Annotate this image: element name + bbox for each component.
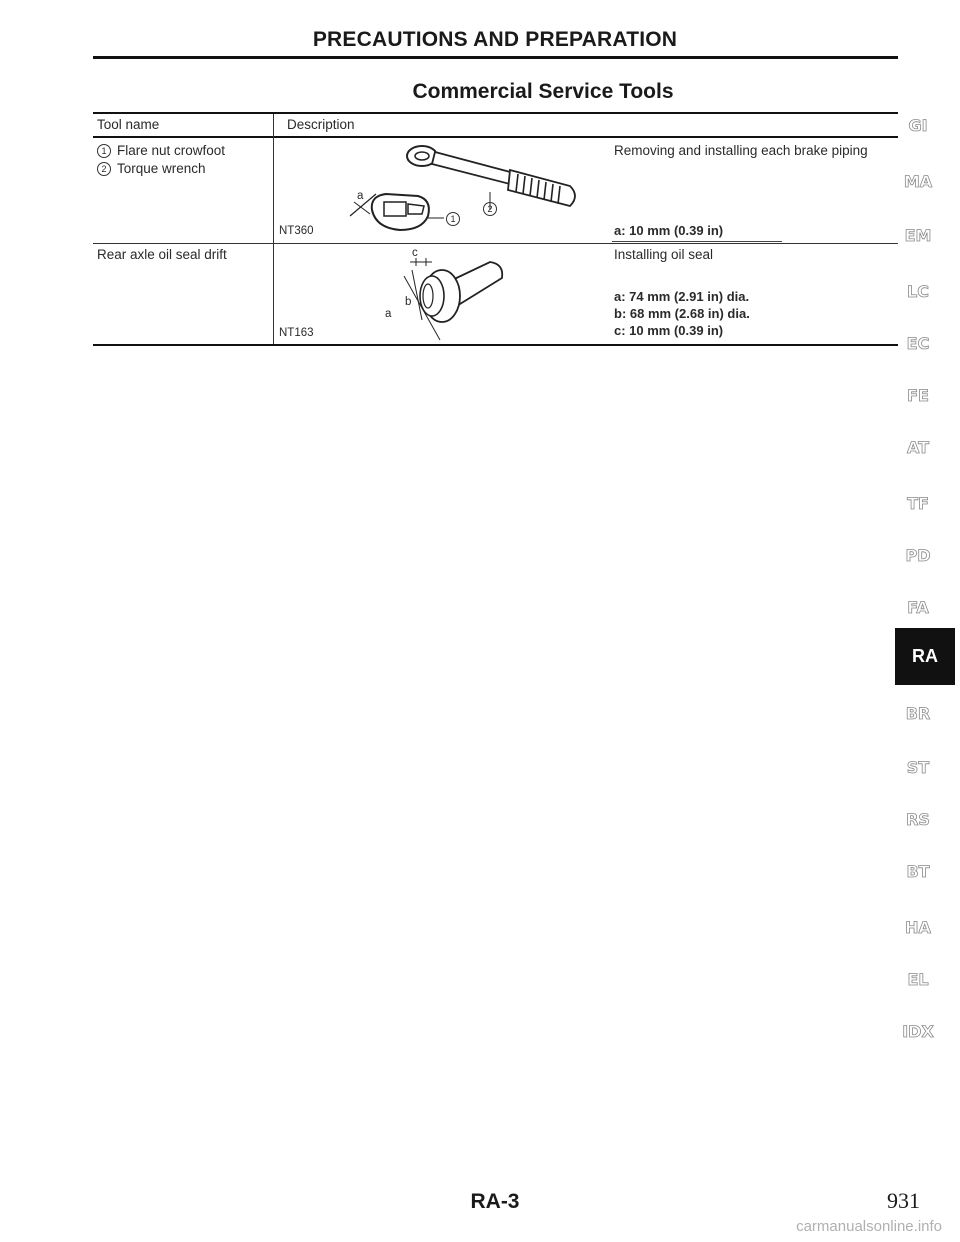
sidebar-item-lc[interactable]: LC — [907, 282, 929, 301]
figure-label-b: b — [405, 296, 412, 308]
table-row-divider — [93, 243, 898, 244]
sidebar-item-st[interactable]: ST — [906, 758, 930, 777]
description-text: Removing and installing each brake piping — [614, 143, 868, 158]
page-number: 931 — [887, 1188, 920, 1213]
sidebar-item-ra-active[interactable]: RA — [895, 628, 955, 685]
footer-section-code: RA-3 — [470, 1190, 520, 1213]
tool-item — [97, 143, 225, 158]
table-header-rule — [93, 136, 898, 138]
header-rule — [93, 56, 898, 59]
sidebar-item-ha[interactable]: HA — [905, 918, 931, 937]
sidebar-item-tf[interactable]: TF — [907, 494, 929, 513]
figure-label-a: a — [357, 190, 364, 202]
figure-callout-1: 1 — [446, 212, 460, 226]
item-marker: 2 — [97, 162, 111, 176]
figure-code: NT360 — [279, 225, 314, 237]
table-top-rule — [93, 112, 898, 114]
sidebar-item-fa[interactable]: FA — [907, 598, 929, 617]
tool-name: Rear axle oil seal drift — [97, 247, 227, 262]
sidebar-item-pd[interactable]: PD — [905, 546, 931, 565]
sidebar-item-bt[interactable]: BT — [906, 862, 930, 881]
sidebar-item-ec[interactable]: EC — [906, 334, 930, 353]
spec-line: b: 68 mm (2.68 in) dia. — [614, 306, 750, 321]
column-header-tool-name: Tool name — [97, 117, 160, 132]
sidebar-item-at[interactable]: AT — [906, 438, 930, 457]
section-title: Commercial Service Tools — [412, 80, 674, 103]
sidebar-item-rs[interactable]: RS — [906, 810, 930, 829]
figure-code: NT163 — [279, 327, 314, 339]
sidebar-item-fe[interactable]: FE — [907, 386, 929, 405]
sidebar-item-el[interactable]: EL — [907, 970, 929, 989]
spec-underline — [612, 241, 782, 242]
spec-line: a: 10 mm (0.39 in) — [614, 223, 724, 238]
oil-seal-drift-illustration — [360, 256, 530, 344]
sidebar-item-gi[interactable]: GI — [908, 116, 928, 135]
tool-name: Torque wrench — [117, 161, 206, 176]
spec-line: c: 10 mm (0.39 in) — [614, 323, 724, 338]
sidebar-item-idx[interactable]: IDX — [902, 1022, 934, 1041]
sidebar-item-ma[interactable]: MA — [903, 172, 933, 191]
figure-label-a: a — [385, 308, 392, 320]
sidebar-item-br[interactable]: BR — [905, 704, 931, 723]
spec-line: a: 74 mm (2.91 in) dia. — [614, 289, 750, 304]
tool-item — [97, 161, 206, 176]
watermark: carmanualsonline.info — [796, 1218, 942, 1235]
column-header-description: Description — [287, 117, 355, 132]
page-header-title: PRECAUTIONS AND PREPARATION — [312, 28, 678, 51]
item-marker: 1 — [97, 144, 111, 158]
sidebar-item-em[interactable]: EM — [904, 226, 932, 245]
tool-name: Flare nut crowfoot — [117, 143, 226, 158]
table-column-divider — [273, 114, 274, 344]
figure-callout-2: 2 — [483, 202, 497, 216]
figure-label-c: c — [412, 247, 418, 259]
description-text: Installing oil seal — [614, 247, 714, 262]
flare-nut-torque-wrench-illustration — [340, 140, 600, 240]
table-bottom-rule — [93, 344, 898, 346]
